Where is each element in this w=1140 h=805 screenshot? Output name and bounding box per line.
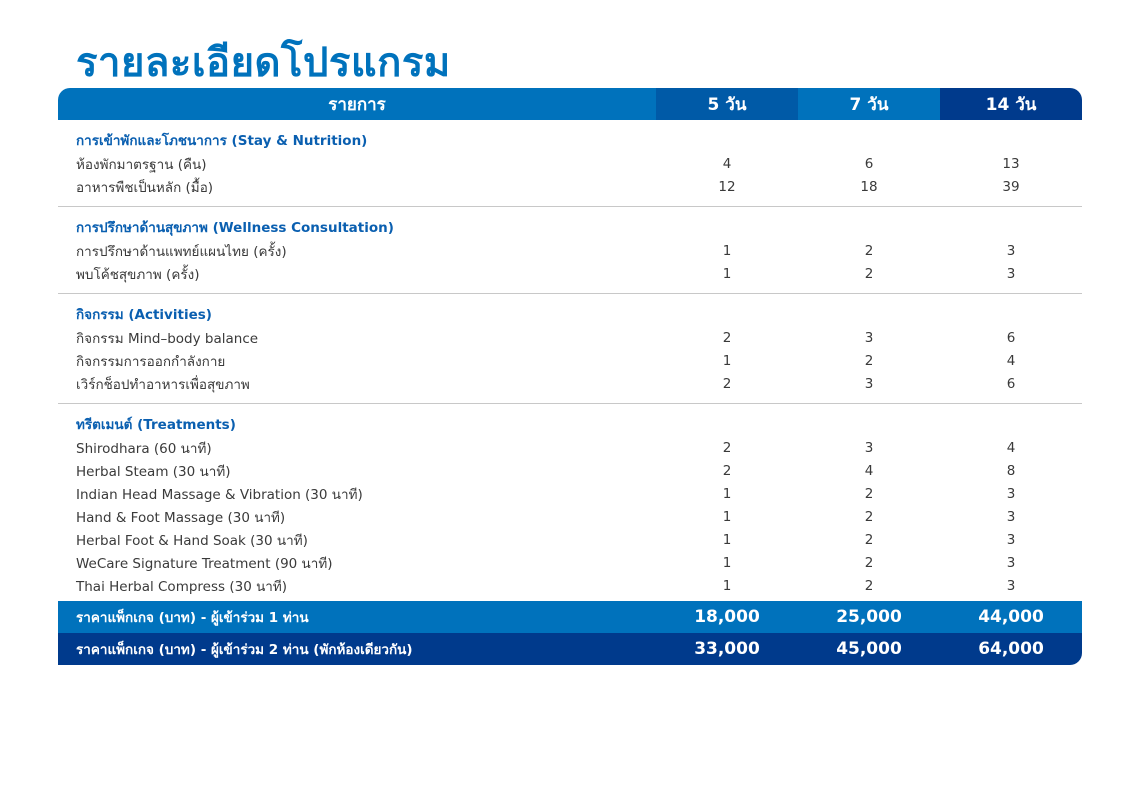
value-7-days: 4 (864, 462, 874, 479)
value-5-days: 1 (722, 352, 732, 369)
price-14-days: 64,000 (978, 639, 1044, 659)
value-7-days: 2 (864, 242, 874, 259)
value-5-days: 2 (722, 375, 732, 392)
section-stay-nutrition (58, 120, 1082, 207)
row-label: การปรึกษาด้านแพทย์แผนไทย (ครั้ง) (76, 243, 287, 260)
value-7-days: 3 (864, 439, 874, 456)
table-row (58, 436, 1082, 459)
value-7-days: 3 (864, 329, 874, 346)
section-treatments (58, 404, 1082, 601)
header-14-days: 14 วัน (940, 88, 1082, 120)
section-title: กิจกรรม (Activities) (76, 307, 212, 323)
page-title: รายละเอียดโปรแกรม (76, 40, 451, 86)
price-row-single (58, 601, 1082, 633)
value-7-days: 18 (860, 178, 878, 195)
table-row (58, 528, 1082, 551)
value-14-days: 8 (1006, 462, 1016, 479)
value-14-days: 3 (1006, 485, 1016, 502)
value-14-days: 3 (1006, 554, 1016, 571)
value-14-days: 3 (1006, 577, 1016, 594)
value-7-days: 2 (864, 508, 874, 525)
value-7-days: 2 (864, 531, 874, 548)
header-item: รายการ (58, 88, 656, 120)
row-label: กิจกรรมการออกกำลังกาย (76, 353, 226, 370)
value-5-days: 1 (722, 508, 732, 525)
value-5-days: 1 (722, 265, 732, 282)
value-5-days: 4 (722, 155, 732, 172)
value-7-days: 6 (864, 155, 874, 172)
section-title: การปรึกษาด้านสุขภาพ (Wellness Consultation) (76, 220, 394, 236)
table-row (58, 372, 1082, 395)
value-5-days: 2 (722, 462, 732, 479)
value-14-days: 39 (1002, 178, 1020, 195)
row-label: WeCare Signature Treatment (90 นาที) (76, 555, 333, 572)
row-label: Thai Herbal Compress (30 นาที) (76, 578, 288, 595)
row-label: Hand & Foot Massage (30 นาที) (76, 509, 286, 526)
table-row (58, 152, 1082, 175)
value-14-days: 13 (1002, 155, 1020, 172)
table-row (58, 175, 1082, 198)
value-5-days: 1 (722, 531, 732, 548)
row-label: ห้องพักมาตรฐาน (คืน) (76, 156, 207, 173)
table-header (58, 88, 1082, 120)
section-activities (58, 294, 1082, 404)
table-row (58, 239, 1082, 262)
table-row (58, 459, 1082, 482)
price-14-days: 44,000 (978, 607, 1044, 627)
row-label: Herbal Steam (30 นาที) (76, 463, 231, 480)
value-14-days: 4 (1006, 352, 1016, 369)
price-label: ราคาแพ็กเกจ (บาท) - ผู้เข้าร่วม 2 ท่าน (พักห้องเดียวกัน) (76, 642, 413, 658)
value-5-days: 2 (722, 439, 732, 456)
row-label: อาหารพืชเป็นหลัก (มื้อ) (76, 179, 214, 196)
value-5-days: 1 (722, 554, 732, 571)
value-14-days: 4 (1006, 439, 1016, 456)
value-14-days: 6 (1006, 375, 1016, 392)
value-7-days: 2 (864, 265, 874, 282)
value-14-days: 3 (1006, 265, 1016, 282)
section-wellness-consultation (58, 207, 1082, 294)
row-label: Indian Head Massage & Vibration (30 นาที) (76, 486, 363, 503)
table-row (58, 262, 1082, 285)
row-label: กิจกรรม Mind–body balance (76, 330, 259, 347)
program-table (58, 88, 1082, 665)
table-row (58, 574, 1082, 597)
price-row-double (58, 633, 1082, 665)
table-row (58, 482, 1082, 505)
value-5-days: 2 (722, 329, 732, 346)
price-7-days: 45,000 (836, 639, 902, 659)
value-14-days: 3 (1006, 508, 1016, 525)
value-5-days: 1 (722, 242, 732, 259)
section-title: ทรีตเมนต์ (Treatments) (76, 417, 236, 433)
value-7-days: 2 (864, 577, 874, 594)
value-5-days: 1 (722, 577, 732, 594)
value-14-days: 3 (1006, 531, 1016, 548)
price-5-days: 18,000 (694, 607, 760, 627)
table-row (58, 551, 1082, 574)
table-row (58, 326, 1082, 349)
value-14-days: 6 (1006, 329, 1016, 346)
row-label: พบโค้ชสุขภาพ (ครั้ง) (76, 266, 200, 283)
table-row (58, 505, 1082, 528)
header-7-days: 7 วัน (798, 88, 940, 120)
table-row (58, 349, 1082, 372)
value-7-days: 3 (864, 375, 874, 392)
row-label: Herbal Foot & Hand Soak (30 นาที) (76, 532, 308, 549)
value-7-days: 2 (864, 485, 874, 502)
value-7-days: 2 (864, 352, 874, 369)
price-5-days: 33,000 (694, 639, 760, 659)
row-label: Shirodhara (60 นาที) (76, 440, 212, 457)
section-title: การเข้าพักและโภชนาการ (Stay & Nutrition) (76, 133, 368, 149)
price-7-days: 25,000 (836, 607, 902, 627)
row-label: เวิร์กช็อปทำอาหารเพื่อสุขภาพ (76, 376, 250, 393)
value-5-days: 1 (722, 485, 732, 502)
price-label: ราคาแพ็กเกจ (บาท) - ผู้เข้าร่วม 1 ท่าน (76, 610, 309, 626)
header-5-days: 5 วัน (656, 88, 798, 120)
value-5-days: 12 (718, 178, 736, 195)
value-7-days: 2 (864, 554, 874, 571)
value-14-days: 3 (1006, 242, 1016, 259)
